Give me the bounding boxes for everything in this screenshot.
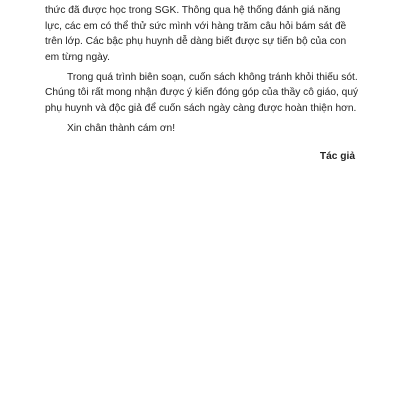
paragraph-line: lực, các em có thể thử sức mình với hàng trăm câu hỏi bám sát đề (45, 20, 347, 32)
thanks-text: Xin chân thành cám ơn! (67, 123, 176, 134)
paragraph-line: Trong quá trình biên soạn, cuốn sách không tránh khỏi thiếu sót. (67, 72, 358, 83)
paragraph-line: thức đã được học trong SGK. Thông qua hệ thống đánh giá năng (45, 5, 341, 17)
paragraph-line: trên lớp. Các bậc phụ huynh dễ dàng biết được sự tiến bộ của con (45, 36, 347, 48)
paragraph-line: em từng ngày. (45, 51, 110, 63)
author-signature: Tác giả (319, 151, 355, 162)
paragraph-intro (45, 0, 355, 65)
paragraph-feedback (45, 70, 359, 116)
paragraph-line: Chúng tôi rất mong nhận được ý kiến đóng góp của thầy cô giáo, quý (45, 87, 359, 99)
paragraph-line: phụ huynh và độc giả để cuốn sách ngày càng được hoàn thiện hơn. (45, 102, 357, 114)
